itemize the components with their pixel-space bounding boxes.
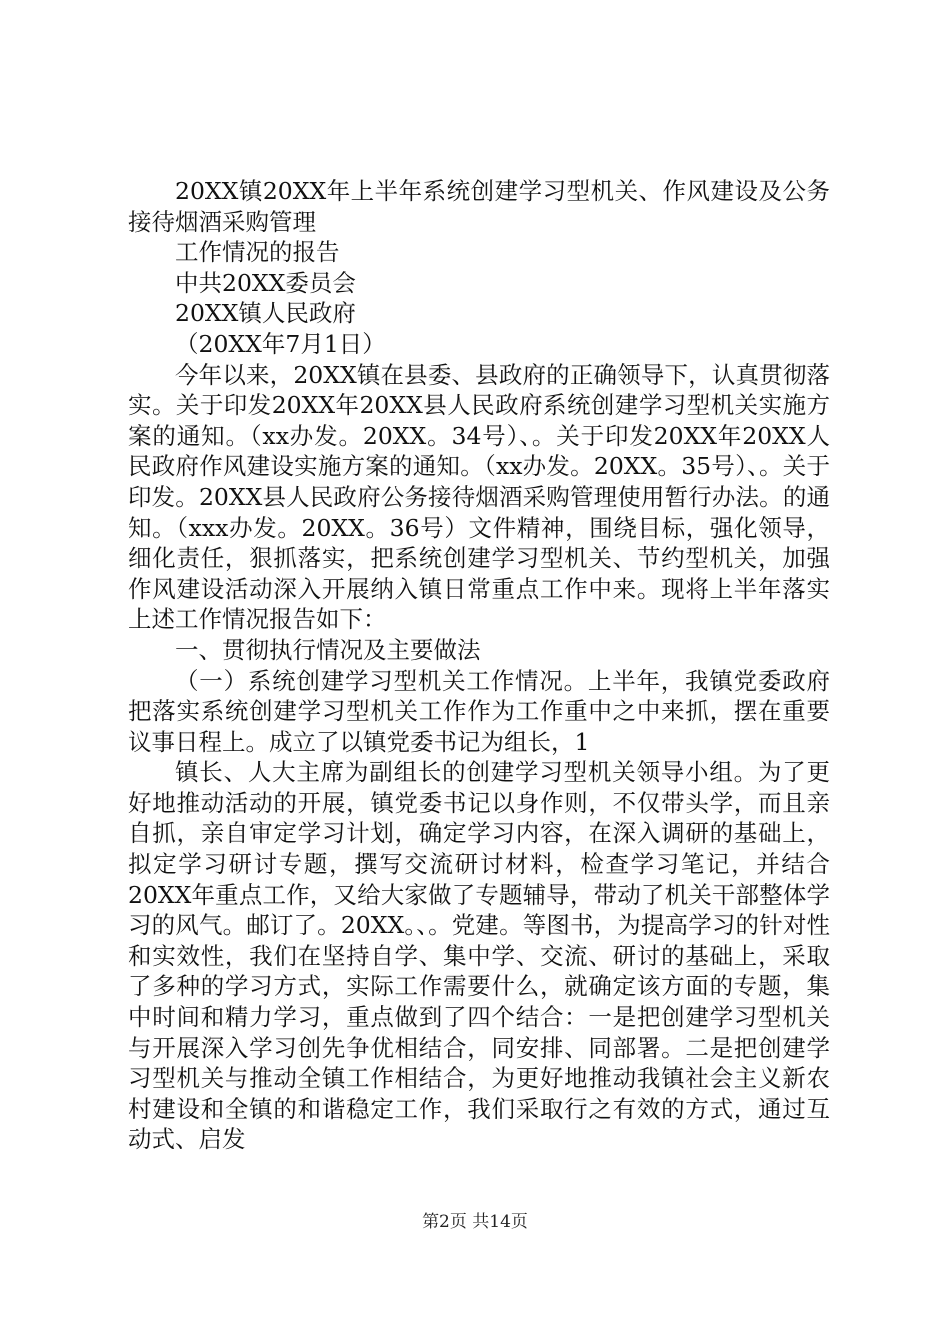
- paragraph-subsection-1: （一）系统创建学习型机关工作情况。上半年，我镇党委政府把落实系统创建学习型机关工作作为工作重中之中来抓，摆在重要议事日程上。成立了以镇党委书记为组长，1: [128, 666, 830, 756]
- document-title: 20XX镇20XX年上半年系统创建学习型机关、作风建设及公务接待烟酒采购管理: [128, 177, 830, 236]
- page-number-footer: 第2页 共14页: [422, 1212, 528, 1232]
- document-date: （20XX年7月1日）: [175, 329, 386, 358]
- document-title-line-2: 工作情况的报告: [175, 238, 340, 267]
- issuer-town-government: 20XX镇人民政府: [175, 299, 356, 328]
- issuer-party-committee: 中共20XX委员会: [175, 268, 356, 297]
- paragraph-leadership-group: 镇长、人大主席为副组长的创建学习型机关领导小组。为了更好地推动活动的开展，镇党委书记以身作则，不仅带头学，而且亲自抓，亲自审定学习计划，确定学习内容，在深入调研的基础上，拟定学习研讨专题，撰写交流研讨材料，检查学习笔记，并结合20XX年重点工作，又给大家做了专题辅导，带动了机关干部整体学习的风气。邮订了。20XX。、。党建。等图书，为提高学习的针对性和实效性，我们在坚持自学、集中学、交流、研讨的基础上，采取了多种的学习方式，实际工作需要什么，就确定该方面的专题，集中时间和精力学习，重点做到了四个结合：一是把创建学习型机关与开展深入学习创先争优相结合，同安排、同部署。二是把创建学习型机关与推动全镇工作相结合，为更好地推动我镇社会主义新农村建设和全镇的和谐稳定工作，我们采取行之有效的方式，通过互动式、启发: [128, 758, 830, 1154]
- document-body: [128, 176, 830, 1155]
- section-heading-1: 一、贯彻执行情况及主要做法: [175, 635, 481, 664]
- paragraph-intro: 今年以来，20XX镇在县委、县政府的正确领导下，认真贯彻落实。关于印发20XX年20XX县人民政府系统创建学习型机关实施方案的通知。（xx办发。20XX。34号）、。关于印发20XX年20XX人民政府作风建设实施方案的通知。（xx办发。20XX。35号）、。关于印发。20XX县人民政府公务接待烟酒采购管理使用暂行办法。的通知。（xxx办发。20XX。36号）文件精神，围绕目标，强化领导，细化责任，狠抓落实，把系统创建学习型机关、节约型机关，加强作风建设活动深入开展纳入镇日常重点工作中来。现将上半年落实上述工作情况报告如下：: [128, 360, 830, 634]
